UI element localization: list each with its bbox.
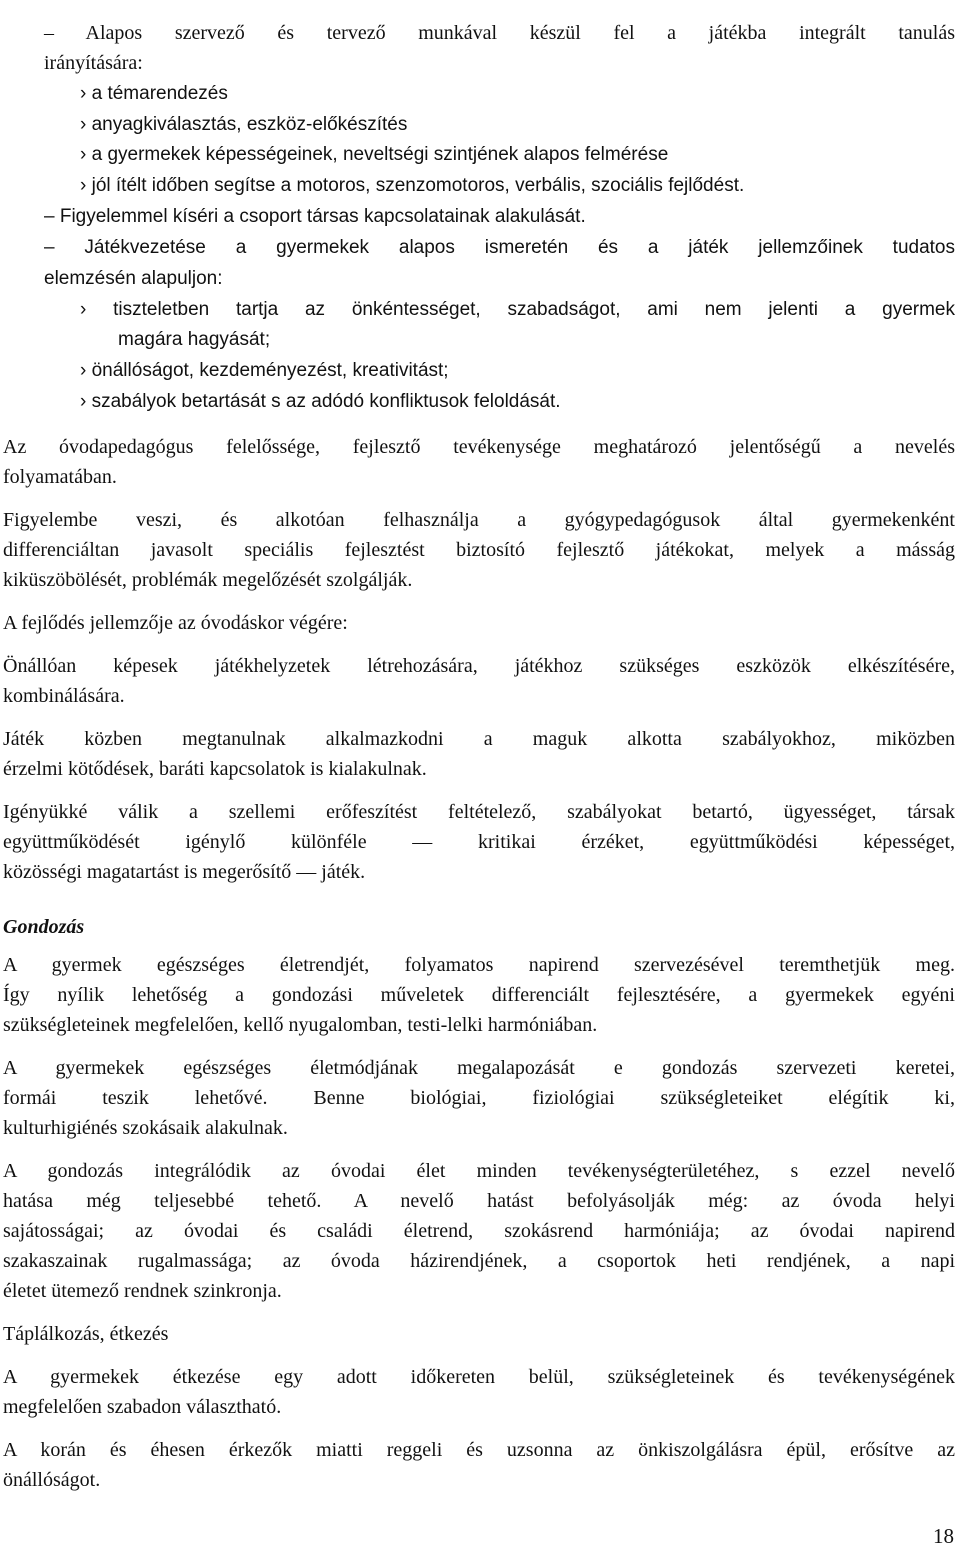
- text-line: hatása még teljesebbé tehető. A nevelő hatást befolyásolják még: az óvoda helyi: [3, 1190, 955, 1212]
- text-line: megfelelően szabadon választható.: [3, 1396, 282, 1418]
- text-line: A fejlődés jellemzője az óvodáskor végére:: [3, 612, 348, 634]
- text-line: szakaszainak rugalmassága; az óvoda házirendjének, a csoportok heti rendjének, a napi: [3, 1250, 955, 1272]
- text-line: – Alapos szervező és tervező munkával készül fel a játékba integrált tanulás: [44, 22, 955, 44]
- text-line: magára hagyását;: [118, 329, 271, 350]
- text-line: sajátosságai; az óvodai és családi életrend, szokásrend harmóniája; az óvodai napirend: [3, 1220, 955, 1242]
- text-line: › tiszteletben tartja az önkéntességet, szabadságot, ami nem jelenti a gyermek: [80, 299, 955, 320]
- text-line: differenciáltan javasolt speciális fejlesztést biztosító fejlesztő játékokat, melyek a másság: [3, 539, 955, 561]
- text-line: önállóságot.: [3, 1469, 101, 1491]
- text-line: A gyermekek étkezése egy adott időkereten belül, szükségleteinek és tevékenységének: [3, 1366, 955, 1388]
- text-line: A gyermek egészséges életrendjét, folyamatos napirend szervezésével teremthetjük meg.: [3, 954, 955, 976]
- text-line: érzelmi kötődések, baráti kapcsolatok is kialakulnak.: [3, 758, 427, 780]
- text-line: Igényükké válik a szellemi erőfeszítést feltételező, szabályokat betartó, ügyességet, társak: [3, 801, 955, 823]
- text-line: Önállóan képesek játékhelyzetek létrehozására, játékhoz szükséges eszközök elkészítésére,: [3, 655, 955, 677]
- text-line: Táplálkozás, étkezés: [3, 1323, 169, 1345]
- text-line: Figyelembe veszi, és alkotóan felhasználja a gyógypedagógusok által gyermekenként: [3, 509, 955, 531]
- text-line: – Figyelemmel kíséri a csoport társas kapcsolatainak alakulását.: [44, 206, 586, 227]
- text-line: kulturhigiénés szokásaik alakulnak.: [3, 1117, 288, 1139]
- text-line: formái teszik lehetővé. Benne biológiai, fiziológiai szükségleteiket elégítik ki,: [3, 1087, 955, 1109]
- text-line: › jól ítélt időben segítse a motoros, szenzomotoros, verbális, szociális fejlődést.: [80, 175, 745, 196]
- text-line: életet ütemező rendnek szinkronja.: [3, 1280, 282, 1302]
- text-line: › szabályok betartását s az adódó konfliktusok feloldását.: [80, 391, 561, 412]
- text-line: A gondozás integrálódik az óvodai élet minden tevékenységterületéhez, s ezzel nevelő: [3, 1160, 955, 1182]
- text-line: › anyagkiválasztás, eszköz-előkészítés: [80, 114, 408, 135]
- text-line: irányítására:: [44, 52, 143, 74]
- text-line: – Játékvezetése a gyermekek alapos ismeretén és a játék jellemzőinek tudatos: [44, 237, 955, 258]
- text-line: Az óvodapedagógus felelőssége, fejlesztő tevékenysége meghatározó jelentőségű a nevelés: [3, 436, 955, 458]
- text-line: kombinálására.: [3, 685, 125, 707]
- text-line: kiküszöbölését, problémák megelőzését szolgálják.: [3, 569, 413, 591]
- text-line: folyamatában.: [3, 466, 117, 488]
- page-number: 18: [933, 1524, 954, 1548]
- text-line: › a gyermekek képességeinek, neveltségi szintjének alapos felmérése: [80, 144, 669, 165]
- section-heading: Gondozás: [3, 916, 85, 938]
- text-line: A korán és éhesen érkezők miatti reggeli és uzsonna az önkiszolgálásra épül, erősítve az: [3, 1439, 955, 1461]
- text-line: szükségleteinek megfelelően, kellő nyugalomban, testi-lelki harmóniában.: [3, 1014, 598, 1036]
- text-line: Játék közben megtanulnak alkalmazkodni a maguk alkotta szabályokhoz, miközben: [3, 728, 955, 750]
- text-line: közösségi magatartást is megerősítő — játék.: [3, 861, 366, 883]
- text-line: együttműködését igénylő különféle — kritikai érzéket, együttműködési képességet,: [3, 831, 955, 853]
- text-line: elemzésén alapuljon:: [44, 268, 223, 289]
- text-line: › a témarendezés: [80, 83, 228, 104]
- text-line: › önállóságot, kezdeményezést, kreativitást;: [80, 360, 449, 381]
- text-line: Így nyílik lehetőség a gondozási műveletek differenciált fejlesztésére, a gyermekek egyéni: [3, 984, 955, 1006]
- text-line: A gyermekek egészséges életmódjának megalapozását e gondozás szervezeti keretei,: [3, 1057, 955, 1079]
